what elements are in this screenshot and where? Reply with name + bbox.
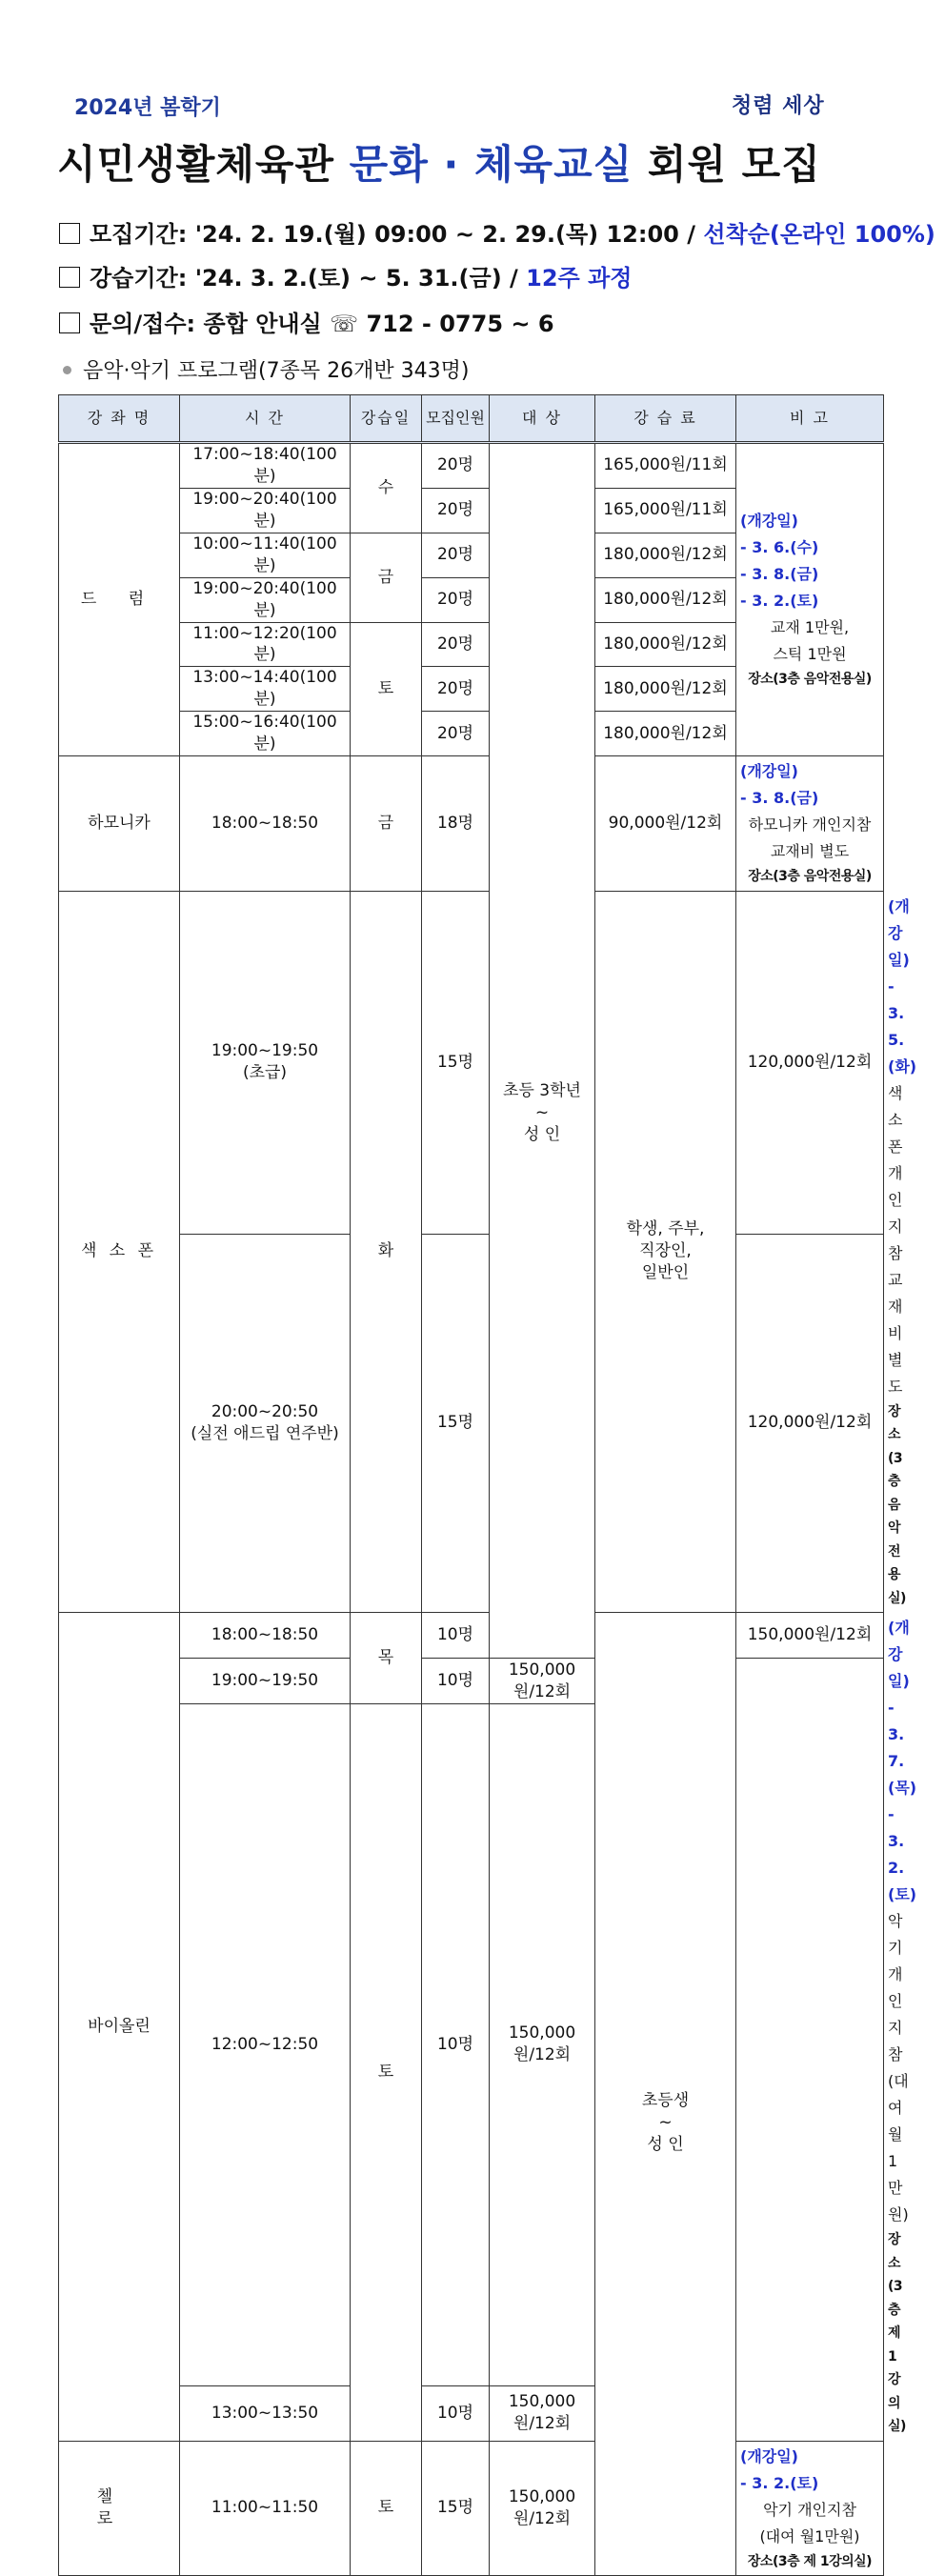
info-text: '24. 3. 2.(토) ~ 5. 31.(금) / <box>187 265 527 292</box>
header-target: 대 상 <box>490 395 595 443</box>
course-name: 드 럼 <box>59 443 180 756</box>
time-cell: 19:00~19:50 <box>180 1659 351 1704</box>
capacity-cell: 20명 <box>422 443 490 489</box>
time-cell: 18:00~18:50 <box>180 756 351 892</box>
target-line: 일반인 <box>641 1263 690 1283</box>
note-material: (대여 월1만원) <box>759 2526 860 2546</box>
capacity-cell: 20명 <box>422 488 490 533</box>
note-material: 악기 개인지참 <box>763 2500 856 2519</box>
program-table <box>58 394 917 2576</box>
note-material: 교재 1만원, <box>770 618 850 637</box>
header-fee: 강 습 료 <box>595 395 736 443</box>
table-row <box>59 2441 884 2576</box>
target-cell <box>490 443 595 1659</box>
fee-cell: 120,000원/12회 <box>736 891 884 1234</box>
capacity-cell: 10명 <box>422 1613 490 1659</box>
day-cell: 토 <box>351 1704 422 2442</box>
note-date: - 3. 2.(토) <box>740 592 819 611</box>
brand-logo <box>732 90 825 119</box>
capacity-cell: 15명 <box>422 891 490 1234</box>
time-cell: 13:00~13:50 <box>180 2385 351 2441</box>
note-cell <box>736 756 884 892</box>
capacity-cell: 15명 <box>422 2441 490 2576</box>
table-row <box>59 1659 884 1704</box>
table-row <box>59 756 884 892</box>
title-prefix: 시민생활체육관 <box>57 141 350 188</box>
info-label: 모집기간: <box>90 221 188 248</box>
note-cell <box>736 443 884 756</box>
target-line: 초등 3학년 <box>503 1080 581 1100</box>
note-material: 교재비 별도 <box>770 842 850 861</box>
note-place: 장소(3층 음악전용실) <box>748 869 872 885</box>
title-suffix: 회원 모집 <box>633 141 821 188</box>
note-cell <box>736 2441 884 2576</box>
info-highlight: 선착순(온라인 100%) <box>703 221 935 248</box>
target-line: 학생, 주부, <box>626 1219 705 1239</box>
info-label: 문의/접수: <box>90 311 196 337</box>
table-row <box>59 2385 884 2441</box>
time-cell: 18:00~18:50 <box>180 1613 351 1659</box>
note-open: (개강일) <box>740 762 798 781</box>
fee-cell: 180,000원/12회 <box>595 533 736 577</box>
header-time: 시 간 <box>180 395 351 443</box>
info-label: 강습기간: <box>90 265 188 292</box>
time-cell: 19:00~20:40(100분) <box>180 488 351 533</box>
course-name: 색 소 폰 <box>59 891 180 1613</box>
target-line: ~ <box>534 1102 550 1122</box>
time-cell: 12:00~12:50 <box>180 1704 351 2386</box>
info-text: '24. 2. 19.(월) 09:00 ~ 2. 29.(목) 12:00 / <box>187 221 704 248</box>
fee-cell: 180,000원/12회 <box>595 667 736 712</box>
fee-cell: 90,000원/12회 <box>595 756 736 892</box>
target-line: 직장인, <box>639 1241 692 1261</box>
course-name: 바이올린 <box>59 1613 180 2442</box>
brand-text: 청렴 세상 <box>732 93 825 118</box>
time-cell <box>180 891 351 1234</box>
capacity-cell: 10명 <box>422 1659 490 1704</box>
day-cell: 토 <box>351 2441 422 2576</box>
note-date: - 3. 2.(토) <box>888 1805 917 1904</box>
time-main: 20:00~20:50 <box>211 1401 319 1421</box>
target-cell <box>595 1613 736 2576</box>
time-cell: 15:00~16:40(100분) <box>180 712 351 756</box>
note-date: - 3. 7.(목) <box>888 1699 917 1798</box>
info-text: 종합 안내실 ☏ 712 - 0775 ~ 6 <box>195 311 554 337</box>
table-row <box>59 443 884 489</box>
capacity-cell: 20명 <box>422 533 490 577</box>
note-place: 장소(3층 제 1강의실) <box>747 2553 873 2569</box>
table-row: 바이올린 18:00~18:50 목 10명 초등생 ~ 성 인 150,000원/12회 (개강일) - 3. 7.(목) - 3. 2.(토) 악기 개인지참 (대여 월1만원) 장소(3층 제 1강의실) <box>59 1613 884 1659</box>
target-line: 성 인 <box>647 2134 684 2154</box>
checkbox-square-icon <box>59 267 80 288</box>
table-row: 색 소 폰 19:00~19:50 (초급) 화 15명 학생, 주부, 직장인, 일반인 120,000원/12회 (개강일) - 3. 5.(화) 색소폰 개인지참 교재비 별도 장소(3층 음악전용실) <box>59 891 884 1234</box>
header-capacity: 모집인원 <box>422 395 490 443</box>
day-cell: 금 <box>351 756 422 892</box>
capacity-cell: 10명 <box>422 1704 490 2386</box>
note-date: - 3. 8.(금) <box>740 565 819 584</box>
fee-cell: 165,000원/11회 <box>595 488 736 533</box>
time-cell: 11:00~11:50 <box>180 2441 351 2576</box>
time-cell: 19:00~20:40(100분) <box>180 577 351 622</box>
target-cell <box>595 891 736 1613</box>
bullet-icon <box>63 366 71 374</box>
note-open: (개강일) <box>888 896 910 969</box>
header-day: 강습일 <box>351 395 422 443</box>
target-line: 초등생 <box>641 2090 690 2110</box>
day-cell: 토 <box>351 622 422 756</box>
time-cell: 13:00~14:40(100분) <box>180 667 351 712</box>
capacity-cell: 15명 <box>422 1234 490 1613</box>
subtitle-text: 음악·악기 프로그램(7종목 26개반 343명) <box>83 359 470 383</box>
info-lesson-period <box>59 259 632 292</box>
time-sub: (실전 애드립 연주반) <box>191 1423 339 1443</box>
header-course: 강 좌 명 <box>59 395 180 443</box>
note-date: - 3. 6.(수) <box>740 538 819 557</box>
table-row <box>59 1234 884 1613</box>
note-place: 장소(3층 음악전용실) <box>748 672 872 688</box>
capacity-cell: 20명 <box>422 622 490 667</box>
day-cell: 화 <box>351 891 422 1613</box>
fee-cell: 120,000원/12회 <box>736 1234 884 1613</box>
note-open: (개강일) <box>740 2446 798 2465</box>
day-cell: 수 <box>351 443 422 533</box>
capacity-cell: 20명 <box>422 667 490 712</box>
info-contact <box>59 305 554 338</box>
time-sub: (초급) <box>242 1063 288 1083</box>
checkbox-square-icon <box>59 223 80 244</box>
day-cell: 금 <box>351 533 422 622</box>
time-cell: 11:00~12:20(100분) <box>180 622 351 667</box>
note-date: - 3. 8.(금) <box>740 789 819 808</box>
target-line: ~ <box>658 2112 673 2132</box>
note-material: 하모니카 개인지참 <box>748 815 872 835</box>
title-accent: 문화 · 체육교실 <box>349 141 633 188</box>
fee-cell: 150,000원/12회 <box>490 1704 595 2386</box>
capacity-cell: 10명 <box>422 2385 490 2441</box>
capacity-cell: 20명 <box>422 712 490 756</box>
fee-cell: 150,000원/12회 <box>736 1613 884 1659</box>
note-open: (개강일) <box>888 1619 910 1691</box>
day-cell: 목 <box>351 1613 422 1704</box>
fee-cell: 150,000원/12회 <box>490 2441 595 2576</box>
capacity-cell: 18명 <box>422 756 490 892</box>
time-cell: 10:00~11:40(100분) <box>180 533 351 577</box>
fee-cell: 150,000원/12회 <box>490 1659 595 1704</box>
info-recruit-period <box>59 215 935 249</box>
target-line: 성 인 <box>523 1124 561 1144</box>
time-cell <box>180 1234 351 1613</box>
info-highlight: 12주 과정 <box>526 265 633 292</box>
time-cell: 17:00~18:40(100분) <box>180 443 351 489</box>
fee-cell: 180,000원/12회 <box>595 577 736 622</box>
capacity-cell: 20명 <box>422 577 490 622</box>
fee-cell: 180,000원/12회 <box>595 712 736 756</box>
note-date: - 3. 5.(화) <box>888 976 917 1076</box>
note-open: (개강일) <box>740 512 798 531</box>
fee-cell: 150,000원/12회 <box>490 2385 595 2441</box>
table-header-row <box>59 395 884 443</box>
page-title <box>57 133 821 191</box>
header-note: 비 고 <box>736 395 884 443</box>
note-material: 스틱 1만원 <box>773 645 847 664</box>
season-label: 2024년 봄학기 <box>74 96 221 120</box>
table-row <box>59 1704 884 2386</box>
course-name: 첼 로 <box>59 2441 180 2576</box>
section-subtitle <box>63 354 469 384</box>
time-main: 19:00~19:50 <box>211 1041 319 1061</box>
fee-cell: 180,000원/12회 <box>595 622 736 667</box>
checkbox-square-icon <box>59 312 80 333</box>
note-date: - 3. 2.(토) <box>740 2473 819 2492</box>
course-name: 하모니카 <box>59 756 180 892</box>
fee-cell: 165,000원/11회 <box>595 443 736 489</box>
